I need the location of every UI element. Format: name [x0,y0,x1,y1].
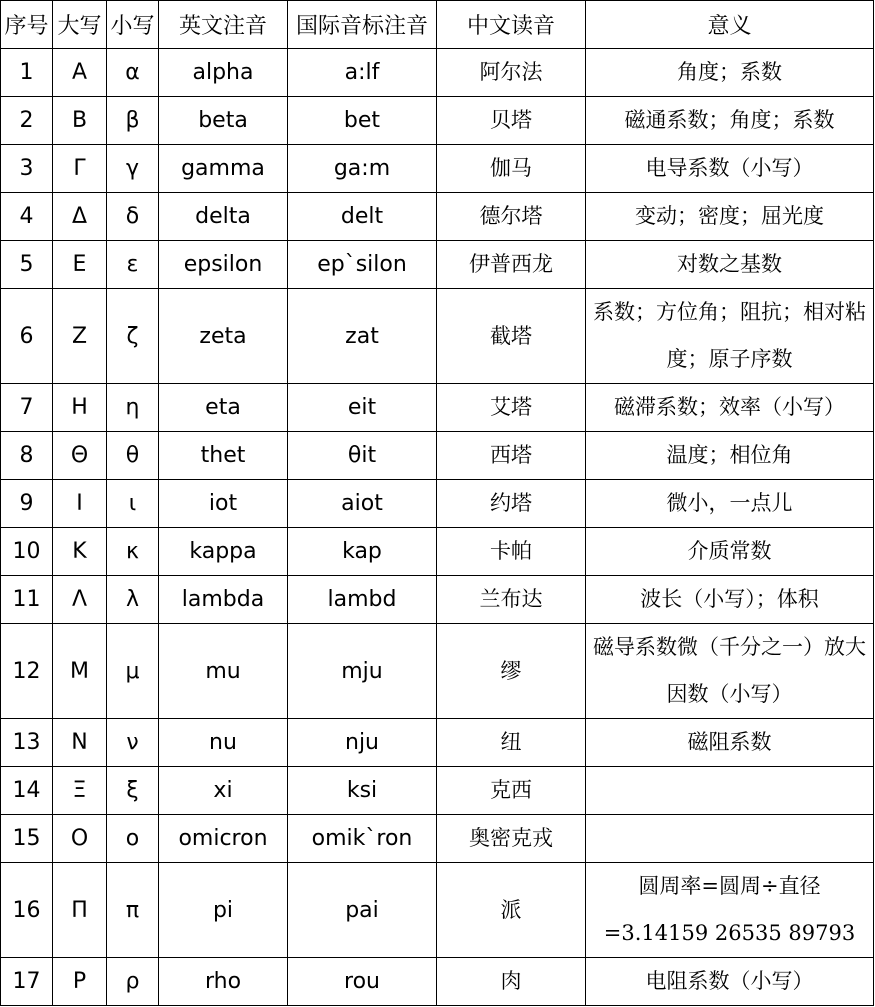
table-row [1,719,874,767]
cell-meaning: 角度；系数 [586,49,874,97]
cell-lower: ζ [107,289,159,384]
cell-upper: Ο [53,815,107,863]
cell-number: 14 [1,767,53,815]
cell-english: pi [159,863,288,958]
table-row [1,576,874,624]
cell-chinese: 兰布达 [437,576,586,624]
cell-chinese: 约塔 [437,480,586,528]
cell-upper: Η [53,384,107,432]
cell-meaning: 磁通系数；角度；系数 [586,97,874,145]
header-row [1,1,874,49]
cell-number: 10 [1,528,53,576]
table-row [1,49,874,97]
cell-meaning: 电阻系数（小写） [586,958,874,1006]
cell-ipa: bet [288,97,437,145]
cell-lower: λ [107,576,159,624]
cell-ipa: ep`silon [288,241,437,289]
table-row [1,624,874,719]
cell-chinese: 纽 [437,719,586,767]
cell-upper: Ζ [53,289,107,384]
table-row [1,193,874,241]
cell-ipa: rou [288,958,437,1006]
cell-meaning: 温度；相位角 [586,432,874,480]
cell-chinese: 伽马 [437,145,586,193]
cell-meaning [586,767,874,815]
cell-meaning: 波长（小写）；体积 [586,576,874,624]
cell-ipa: kap [288,528,437,576]
cell-number: 3 [1,145,53,193]
cell-number: 6 [1,289,53,384]
cell-lower: π [107,863,159,958]
cell-english: iot [159,480,288,528]
cell-meaning: 对数之基数 [586,241,874,289]
cell-lower: α [107,49,159,97]
cell-ipa: aiot [288,480,437,528]
cell-meaning [586,815,874,863]
cell-upper: Λ [53,576,107,624]
header-number: 序号 [1,1,53,49]
cell-chinese: 艾塔 [437,384,586,432]
cell-lower: ρ [107,958,159,1006]
cell-upper: Ξ [53,767,107,815]
cell-english: epsilon [159,241,288,289]
table-body [1,49,874,1006]
cell-english: eta [159,384,288,432]
cell-chinese: 德尔塔 [437,193,586,241]
cell-ipa: pai [288,863,437,958]
cell-number: 7 [1,384,53,432]
cell-meaning: 介质常数 [586,528,874,576]
table-row [1,863,874,958]
cell-upper: Ε [53,241,107,289]
cell-meaning: 磁导系数微（千分之一）放大因数（小写） [586,624,874,719]
cell-chinese: 伊普西龙 [437,241,586,289]
cell-chinese: 派 [437,863,586,958]
cell-english: mu [159,624,288,719]
cell-lower: ξ [107,767,159,815]
cell-english: lambda [159,576,288,624]
table-row [1,384,874,432]
cell-lower: δ [107,193,159,241]
cell-ipa: mju [288,624,437,719]
cell-upper: Δ [53,193,107,241]
cell-chinese: 阿尔法 [437,49,586,97]
cell-lower: μ [107,624,159,719]
cell-meaning: 变动；密度；屈光度 [586,193,874,241]
cell-number: 4 [1,193,53,241]
table-row [1,958,874,1006]
table-row [1,241,874,289]
cell-meaning: 磁滞系数；效率（小写） [586,384,874,432]
header-english: 英文注音 [159,1,288,49]
cell-ipa: delt [288,193,437,241]
cell-upper: Μ [53,624,107,719]
cell-upper: Ρ [53,958,107,1006]
cell-chinese: 卡帕 [437,528,586,576]
cell-chinese: 肉 [437,958,586,1006]
cell-meaning: 微小，一点儿 [586,480,874,528]
cell-chinese: 贝塔 [437,97,586,145]
cell-number: 12 [1,624,53,719]
cell-number: 5 [1,241,53,289]
cell-upper: Θ [53,432,107,480]
cell-upper: Β [53,97,107,145]
cell-meaning: 电导系数（小写） [586,145,874,193]
cell-english: xi [159,767,288,815]
cell-english: gamma [159,145,288,193]
cell-lower: ι [107,480,159,528]
cell-english: alpha [159,49,288,97]
cell-number: 11 [1,576,53,624]
cell-number: 1 [1,49,53,97]
cell-english: kappa [159,528,288,576]
cell-number: 9 [1,480,53,528]
header-lower: 小写 [107,1,159,49]
table-row [1,289,874,384]
cell-number: 8 [1,432,53,480]
cell-upper: Γ [53,145,107,193]
cell-english: delta [159,193,288,241]
cell-ipa: eit [288,384,437,432]
cell-english: beta [159,97,288,145]
cell-upper: Ι [53,480,107,528]
cell-lower: η [107,384,159,432]
cell-lower: ν [107,719,159,767]
cell-ipa: a:lf [288,49,437,97]
cell-english: zeta [159,289,288,384]
table-row [1,815,874,863]
cell-ipa: zat [288,289,437,384]
cell-chinese: 截塔 [437,289,586,384]
cell-english: nu [159,719,288,767]
cell-ipa: ksi [288,767,437,815]
cell-ipa: omik`ron [288,815,437,863]
table-row [1,767,874,815]
table-row [1,97,874,145]
table-row [1,528,874,576]
header-ipa: 国际音标注音 [288,1,437,49]
cell-ipa: θit [288,432,437,480]
cell-chinese: 奥密克戎 [437,815,586,863]
cell-number: 15 [1,815,53,863]
cell-chinese: 克西 [437,767,586,815]
cell-lower: θ [107,432,159,480]
header-upper: 大写 [53,1,107,49]
cell-lower: κ [107,528,159,576]
cell-chinese: 缪 [437,624,586,719]
cell-upper: Α [53,49,107,97]
cell-meaning: 系数；方位角；阻抗；相对粘度；原子序数 [586,289,874,384]
cell-lower: β [107,97,159,145]
cell-english: rho [159,958,288,1006]
cell-number: 16 [1,863,53,958]
cell-upper: Π [53,863,107,958]
cell-upper: Ν [53,719,107,767]
cell-meaning: 圆周率=圆周÷直径=3.14159 26535 89793 [586,863,874,958]
table-row [1,480,874,528]
cell-lower: γ [107,145,159,193]
header-chinese: 中文读音 [437,1,586,49]
cell-number: 13 [1,719,53,767]
cell-ipa: nju [288,719,437,767]
cell-meaning: 磁阻系数 [586,719,874,767]
cell-upper: Κ [53,528,107,576]
cell-ipa: ga:m [288,145,437,193]
cell-english: thet [159,432,288,480]
table-row [1,145,874,193]
cell-chinese: 西塔 [437,432,586,480]
cell-lower: ο [107,815,159,863]
cell-english: omicron [159,815,288,863]
header-meaning: 意义 [586,1,874,49]
cell-number: 17 [1,958,53,1006]
table-row [1,432,874,480]
cell-number: 2 [1,97,53,145]
cell-ipa: lambd [288,576,437,624]
cell-lower: ε [107,241,159,289]
